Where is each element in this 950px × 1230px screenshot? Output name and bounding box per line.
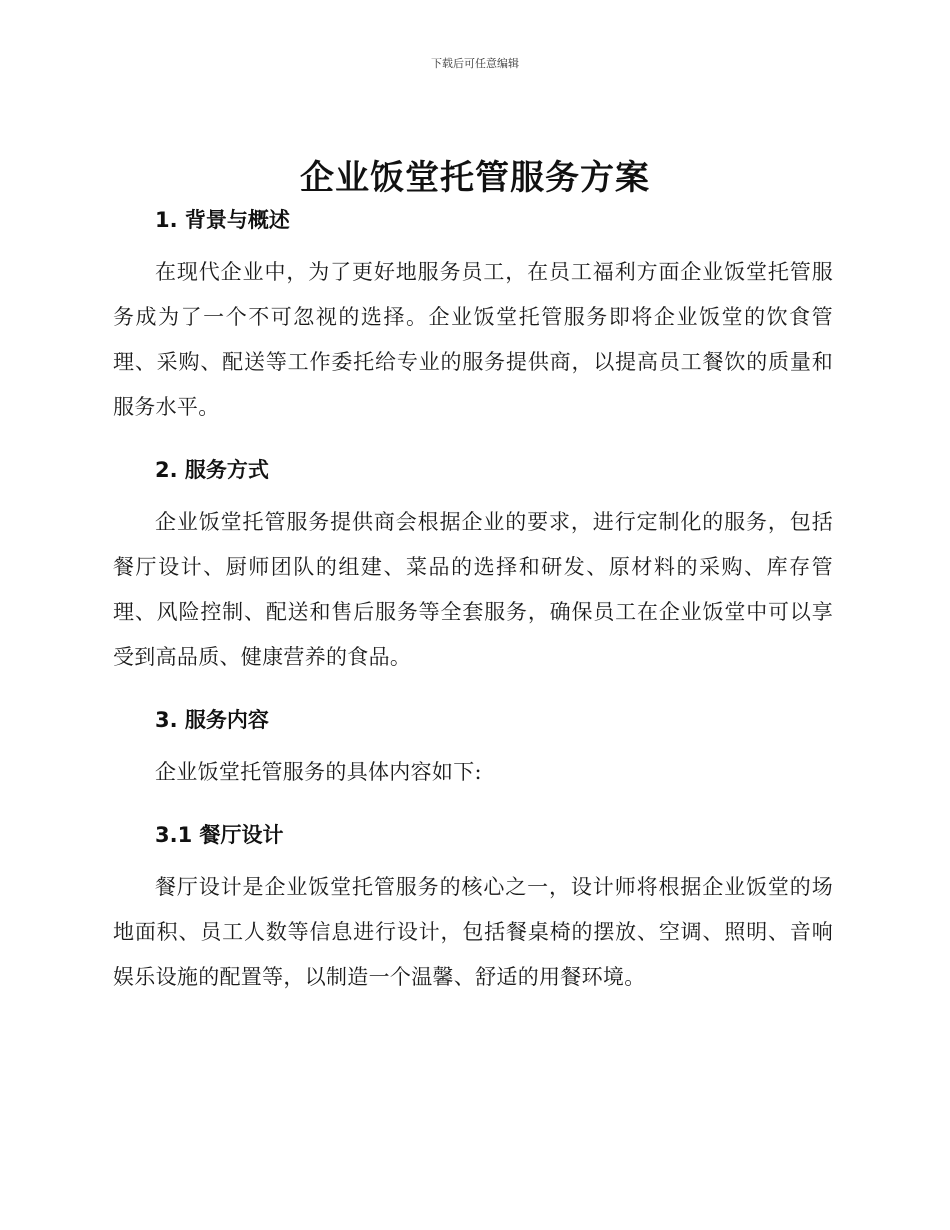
section-heading-3: 3. 服务内容 bbox=[155, 708, 269, 732]
section-heading-1: 1. 背景与概述 bbox=[155, 208, 290, 232]
header-note: 下载后可任意编辑 bbox=[431, 57, 519, 70]
section-paragraph-3-1: 餐厅设计是企业饭堂托管服务的核心之一，设计师将根据企业饭堂的场地面积、员工人数等信息进行设计，包括餐桌椅的摆放、空调、照明、音响娱乐设施的配置等，以制造一个温馨、舒适的用餐环境。 bbox=[113, 875, 833, 989]
section-paragraph-3: 企业饭堂托管服务的具体内容如下: bbox=[155, 760, 482, 784]
document-body bbox=[113, 200, 833, 1000]
section-heading-3-1: 3.1 餐厅设计 bbox=[155, 823, 284, 847]
document-title: 企业饭堂托管服务方案 bbox=[300, 158, 650, 198]
section-paragraph-2: 企业饭堂托管服务提供商会根据企业的要求，进行定制化的服务，包括餐厅设计、厨师团队的组建、菜品的选择和研发、原材料的采购、库存管理、风险控制、配送和售后服务等全套服务，确保员工在企业饭堂中可以享受到高品质、健康营养的食品。 bbox=[113, 510, 833, 669]
section-paragraph-1: 在现代企业中，为了更好地服务员工，在员工福利方面企业饭堂托管服务成为了一个不可忽视的选择。企业饭堂托管服务即将企业饭堂的饮食管理、采购、配送等工作委托给专业的服务提供商，以提高员工餐饮的质量和服务水平。 bbox=[113, 260, 833, 419]
section-heading-2: 2. 服务方式 bbox=[155, 458, 269, 482]
